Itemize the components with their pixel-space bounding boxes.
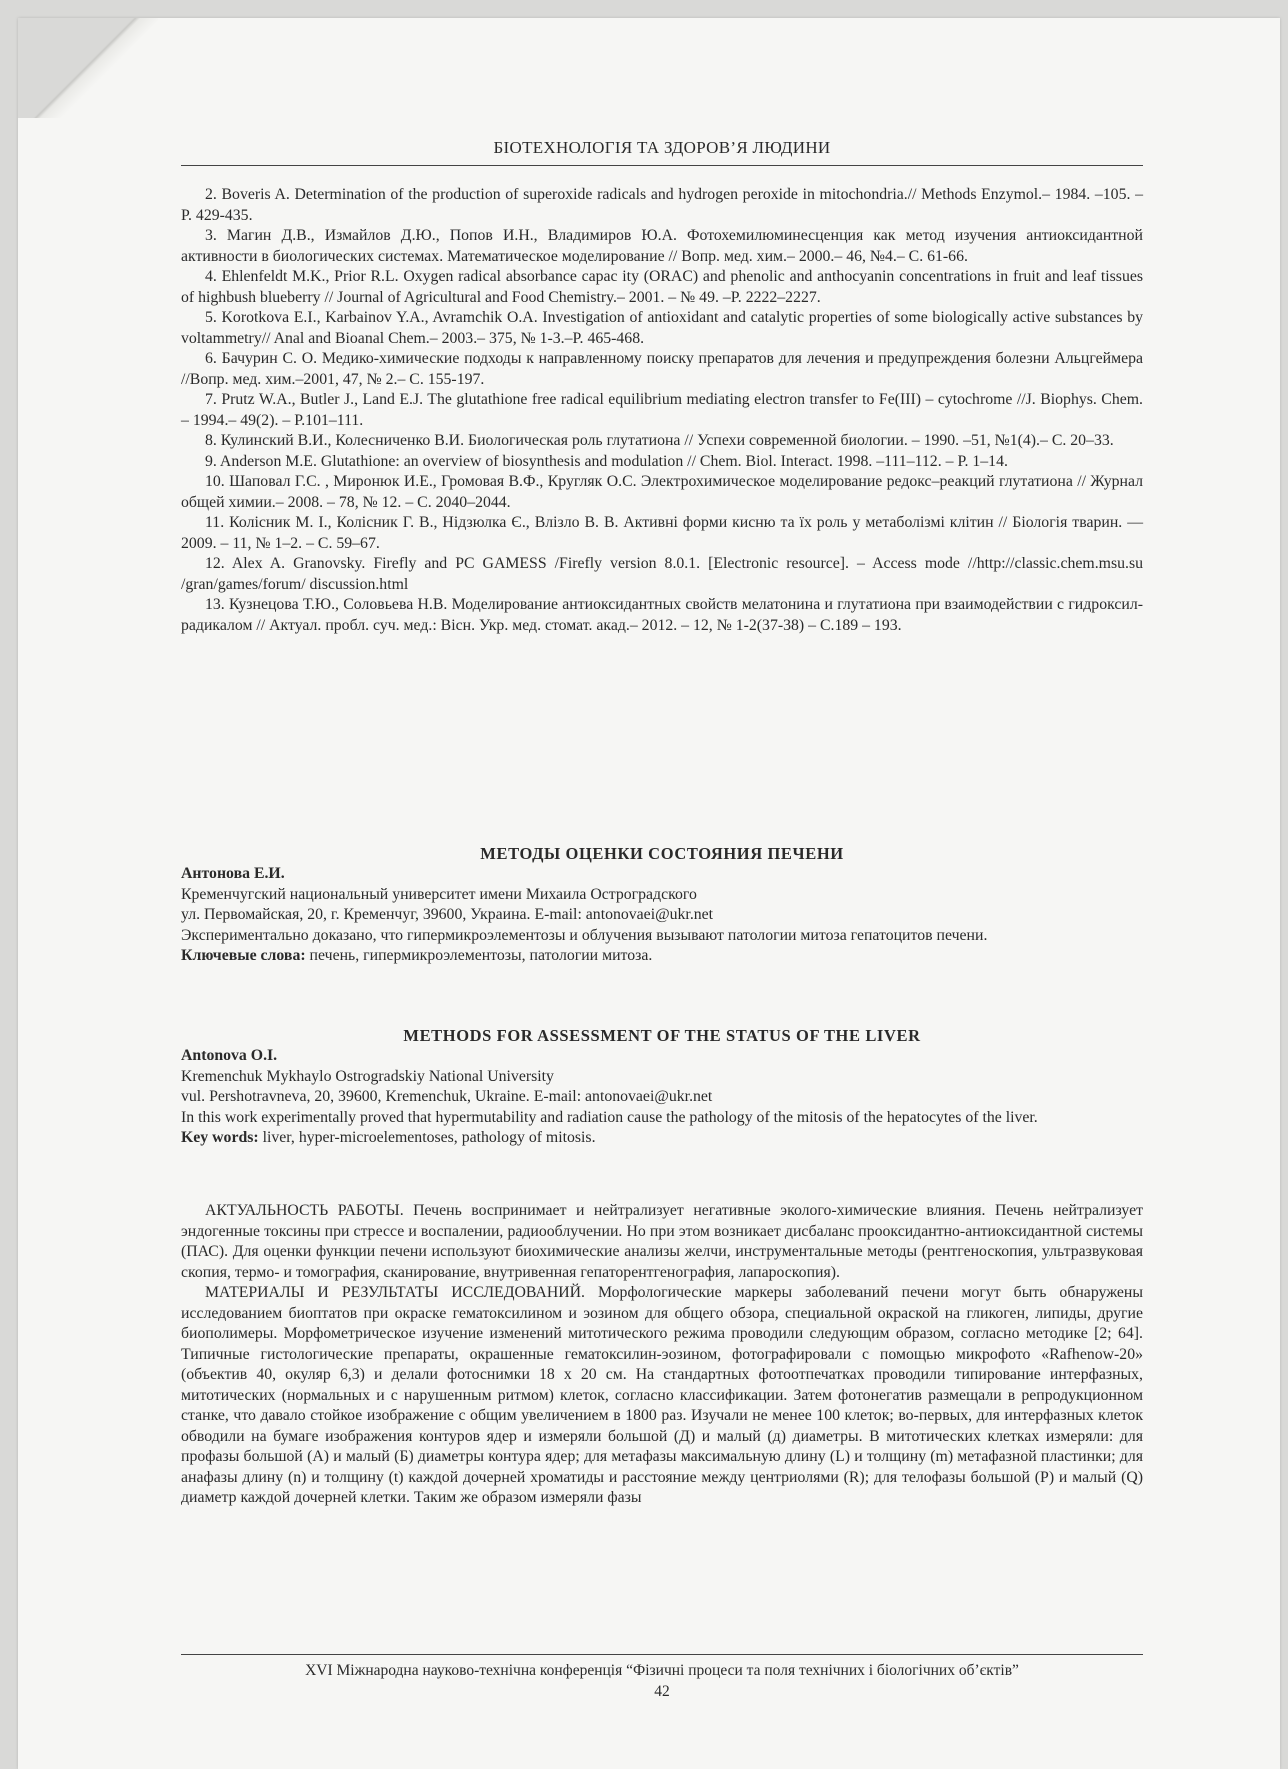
russian-abstract-block xyxy=(181,844,1143,967)
en-keywords-label: Key words: xyxy=(181,1129,259,1146)
ru-affiliation: Кременчугский национальный университет имени Михаила Остроградского xyxy=(181,885,697,903)
reference-item: 6. Бачурин С. О. Медико-химические подходы к направленному поиску препаратов для лечения и предупреждения болезни Альцгеймера //Вопр. мед. хим.–2001, 47, № 2.– С. 155-197. xyxy=(181,350,1143,388)
reference-item: 9. Anderson M.E. Glutathione: an overview of biosynthesis and modulation // Chem. Biol. Interact. 1998. –111–112. – P. 1–14. xyxy=(205,452,1008,470)
english-abstract-block xyxy=(181,1026,1143,1149)
en-abstract: In this work experimentally proved that hypermutability and radiation cause the pathology of the mitosis of the hepatocytes of the liver. xyxy=(181,1108,1038,1126)
reference-item: 11. Колісник М. І., Колісник Г. В., Нідзюлка Є., Влізло В. В. Активні форми кисню та їх роль у метаболізмі клітин // Біологія тварин. — 2009. – 11, № 1–2. – С. 59–67. xyxy=(181,514,1143,552)
ru-abstract: Экспериментально доказано, что гипермикроэлементозы и облучения вызывают патологии митоза гепатоцитов печени. xyxy=(181,926,988,944)
ru-keywords-text: печень, гипермикроэлементозы, патологии митоза. xyxy=(305,947,653,964)
page-footer xyxy=(181,1660,1143,1702)
reference-item: 3. Магин Д.В., Измайлов Д.Ю., Попов И.Н., Владимиров Ю.А. Фотохемилюминесценция как метод изучения антиоксидантной активности в биологических системах. Математическое моделирование // Вопр. мед. хим.– 2000.– 46, №4.– С. 61-66. xyxy=(181,227,1143,265)
header-rule xyxy=(181,165,1143,166)
ru-author: Антонова Е.И. xyxy=(181,865,285,882)
en-author: Antonova O.I. xyxy=(181,1047,278,1064)
en-affiliation: Kremenchuk Mykhaylo Ostrogradskiy National University xyxy=(181,1067,554,1085)
ru-keywords xyxy=(181,946,1143,967)
en-keywords-text: liver, hyper-microelementoses, pathology of mitosis. xyxy=(258,1129,596,1146)
reference-item: 4. Ehlenfeldt M.K., Prior R.L. Oxygen radical absorbance capac ity (ORAC) and phenolic and anthocyanin concentrations in fruit and leaf tissues of highbush blueberry // Journal of Agricultural and Food Chemistry.– 2001. – № 49. –P. 2222–2227. xyxy=(181,268,1143,306)
ru-keywords-label: Ключевые слова: xyxy=(181,947,306,964)
ru-address: ул. Первомайская, 20, г. Кременчуг, 39600, Украина. E-mail: antonovaei@ukr.net xyxy=(181,906,714,923)
reference-item: 5. Korotkova E.I., Karbainov Y.A., Avramchik O.A. Investigation of antioxidant and catalytic properties of some biologically active substances by voltammetry// Anal and Bioanal Chem.– 2003.– 375, № 1-3.–P. 465-468. xyxy=(181,309,1143,347)
reference-item: 2. Boveris A. Determination of the production of superoxide radicals and hydrogen peroxide in mitochondria.// Methods Enzymol.– 1984. –105. – P. 429-435. xyxy=(181,186,1143,224)
reference-item: 8. Кулинский В.И., Колесниченко В.И. Биологическая роль глутатиона // Успехи современной биологии. – 1990. –51, №1(4).– С. 20–33. xyxy=(205,432,1114,449)
reference-item: 12. Alex A. Granovsky. Firefly and PC GAMESS /Firefly version 8.0.1. [Electronic resource]. – Access mode //http://classic.chem.msu.su /gran/games/forum/ discussion.html xyxy=(181,555,1143,593)
paper-sheet xyxy=(18,18,1280,1769)
reference-item: 13. Кузнецова Т.Ю., Соловьева Н.В. Моделирование антиоксидантных свойств мелатонина и глутатиона при взаимодействии с гидроксил-радикалом // Актуал. пробл. суч. мед.: Вісн. Укр. мед. стомат. акад.– 2012. – 12, № 1-2(37-38) – С.189 – 193. xyxy=(181,596,1143,634)
running-header: БІОТЕХНОЛОГІЯ ТА ЗДОРОВ’Я ЛЮДИНИ xyxy=(493,138,831,157)
reference-item: 7. Prutz W.A., Butler J., Land E.J. The glutathione free radical equilibrium mediating electron transfer to Fe(III) – cytochrome //J. Biophys. Chem. – 1994.– 49(2). – P.101–111. xyxy=(181,391,1143,429)
folded-corner xyxy=(18,18,158,118)
reference-item: 10. Шаповал Г.С. , Миронюк И.Е., Громовая В.Ф., Кругляк О.С. Электрохимическое моделирование редокс–реакций глутатиона // Журнал общей химии.– 2008. – 78, № 12. – С. 2040–2044. xyxy=(181,473,1143,511)
page-number: 42 xyxy=(654,1683,670,1700)
references-list xyxy=(181,185,1143,636)
body-paragraph: МАТЕРИАЛЫ И РЕЗУЛЬТАТЫ ИССЛЕДОВАНИЙ. Морфологические маркеры заболеваний печени могут быть обнаружены исследованием биоптатов при окраске гематоксилином и эозином для общего обзора, специальной окраской на гликоген, липиды, другие биополимеры. Морфометрическое изучение изменений митотического режима проводили следующим образом, согласно методике [2; 64]. Типичные гистологические препараты, окрашенные гематоксилин-эозином, фотографировали с помощью микрофото «Rafhenow-20» (объектив 40, окуляр 6,3) и делали фотоснимки 18 х 20 см. На стандартных фотоотпечатках проводили типирование интерфазных, митотических (нормальных и с нарушенным ритмом) клеток, согласно классификации. Затем фотонегатив размещали в репродукционном станке, что давало стойкое изображение с общим увеличением в 1800 раз. Изучали не менее 100 клеток; во-первых, для интерфазных клеток обводили на бумаге изображения контуров ядер и измеряли большой (Д) и малый (д) диаметры. В митотических клетках измеряли: для профазы большой (А) и малый (Б) диаметры контура ядер; для метафазы максимальную длину (L) и толщину (m) метафазной пластинки; для анафазы длину (n) и толщину (t) каждой дочерней хроматиды и расстояние между центриолями (R); для телофазы большой (Р) и малый (Q) диаметр каждой дочерней клетки. Таким же образом измеряли фазы xyxy=(181,1284,1143,1506)
ru-article-title: МЕТОДЫ ОЦЕНКИ СОСТОЯНИЯ ПЕЧЕНИ xyxy=(480,844,844,863)
en-address: vul. Pershotravneva, 20, 39600, Kremenchuk, Ukraine. E-mail: antonovaei@ukr.net xyxy=(181,1088,713,1105)
en-keywords xyxy=(181,1128,1143,1149)
en-article-title: METHODS FOR ASSESSMENT OF THE STATUS OF THE LIVER xyxy=(403,1026,921,1045)
body-paragraph: АКТУАЛЬНОСТЬ РАБОТЫ. Печень воспринимает и нейтрализует негативные эколого-химические влияния. Печень нейтрализует эндогенные токсины при стрессе и воспалении, радиооблучении. Но при этом возникает дисбаланс прооксидантно-антиоксидантной системы (ПАС). Для оценки функции печени используют биохимические анализы желчи, инструментальные методы (рентгеноскопия, ультразвуковая скопия, термо- и томография, сканирование, внутривенная гепаторентгенография, лапароскопия). xyxy=(181,1202,1143,1281)
footer-rule xyxy=(181,1654,1143,1655)
article-body xyxy=(181,1201,1143,1509)
conference-name: XVI Міжнародна науково-технічна конференція “Фізичні процеси та поля технічних і біологічних об’єктів” xyxy=(305,1662,1019,1679)
